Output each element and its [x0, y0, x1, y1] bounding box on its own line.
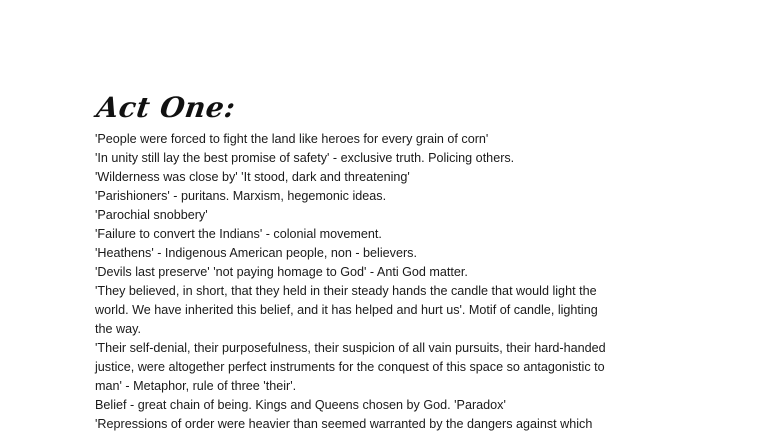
- text-line: 'People were forced to fight the land like heroes for every grain of corn': [95, 132, 489, 146]
- text-line: world. We have inherited this belief, and it has helped and hurt us'. Motif of candle, lighting: [95, 303, 598, 317]
- text-line: Belief - great chain of being. Kings and Queens chosen by God. 'Paradox': [95, 398, 506, 412]
- text-line: 'They believed, in short, that they held in their steady hands the candle that would light the: [95, 284, 597, 298]
- text-line: 'Heathens' - Indigenous American people, non - believers.: [95, 246, 417, 260]
- text-line: 'Parishioners' - puritans. Marxism, hegemonic ideas.: [95, 189, 387, 203]
- text-line: 'Wilderness was close by' 'It stood, dark and threatening': [95, 170, 410, 184]
- text-line: man' - Metaphor, rule of three 'their'.: [95, 379, 297, 393]
- text-line: 'Parochial snobbery': [95, 208, 208, 222]
- text-line: 'In unity still lay the best promise of safety' - exclusive truth. Policing others.: [95, 151, 515, 165]
- text-line: 'Repressions of order were heavier than seemed warranted by the dangers against which: [95, 417, 593, 431]
- notes-body: [95, 130, 690, 434]
- text-line: the way.: [95, 322, 141, 336]
- text-line: 'Devils last preserve' 'not paying homage to God' - Anti God matter.: [95, 265, 468, 279]
- text-line: 'Failure to convert the Indians' - colonial movement.: [95, 227, 382, 241]
- text-line: justice, were altogether perfect instruments for the conquest of this space so antagonistic to: [95, 360, 605, 374]
- page-title: Act One:: [94, 91, 238, 124]
- text-line: 'Their self-denial, their purposefulness, their suspicion of all vain pursuits, their hard-handed: [95, 341, 606, 355]
